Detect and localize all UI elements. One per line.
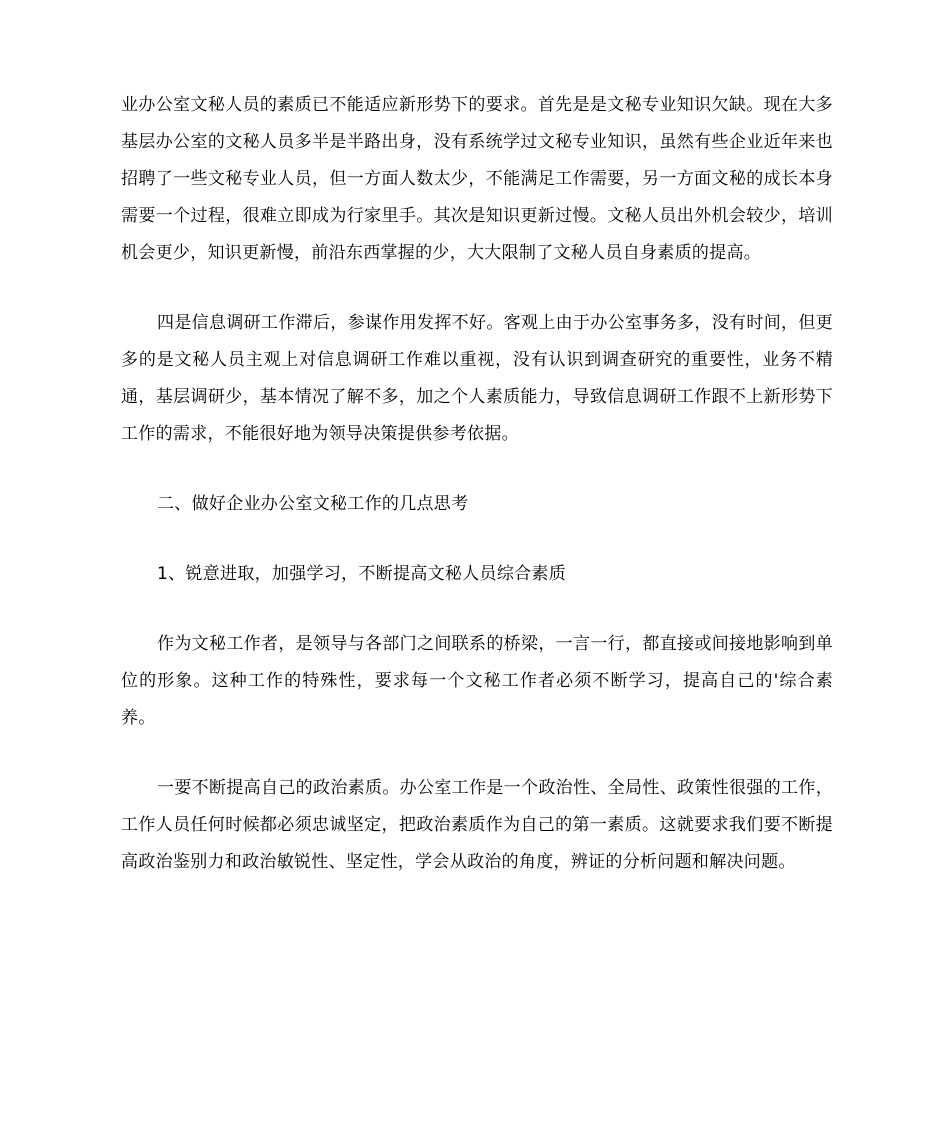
subsection-heading: 1、锐意进取，加强学习，不断提高文秘人员综合素质 xyxy=(157,564,567,584)
paragraph-political-quality: 一要不断提高自己的政治素质。办公室工作是一个政治性、全局性、政策性很强的工作，工作人员任何时候都必须忠诚坚定，把政治素质作为自己的第一素质。这就要求我们要不断提高政治鉴别力和政治敏锐性、坚定性，学会从政治的角度，辨证的分析问题和解决问题。 xyxy=(121,778,833,872)
section-heading: 二、做好企业办公室文秘工作的几点思考 xyxy=(157,494,469,514)
paragraph-continuation: 业办公室文秘人员的素质已不能适应新形势下的要求。首先是是文秘专业知识欠缺。现在大多基层办公室的文秘人员多半是半路出身，没有系统学过文秘专业知识，虽然有些企业近年来也招聘了一些文秘专业人员，但一方面人数太少，不能满足工作需要，另一方面文秘的成长本身需要一个过程，很难立即成为行家里手。其次是知识更新过慢。文秘人员出外机会较少，培训机会更少，知识更新慢，前沿东西掌握的少，大大限制了文秘人员自身素质的提高。 xyxy=(121,95,833,263)
paragraph-secretary-role: 作为文秘工作者，是领导与各部门之间联系的桥梁，一言一行，都直接或间接地影响到单位的形象。这种工作的特殊性，要求每一个文秘工作者必须不断学习，提高自己的'综合素养。 xyxy=(121,634,833,728)
document-body xyxy=(121,87,833,881)
paragraph-research-lag: 四是信息调研工作滞后，参谋作用发挥不好。客观上由于办公室事务多，没有时间，但更多的是文秘人员主观上对信息调研工作难以重视，没有认识到调查研究的重要性，业务不精通，基层调研少，基本情况了解不多，加之个人素质能力，导致信息调研工作跟不上新形势下工作的需求，不能很好地为领导决策提供参考依据。 xyxy=(121,313,833,444)
